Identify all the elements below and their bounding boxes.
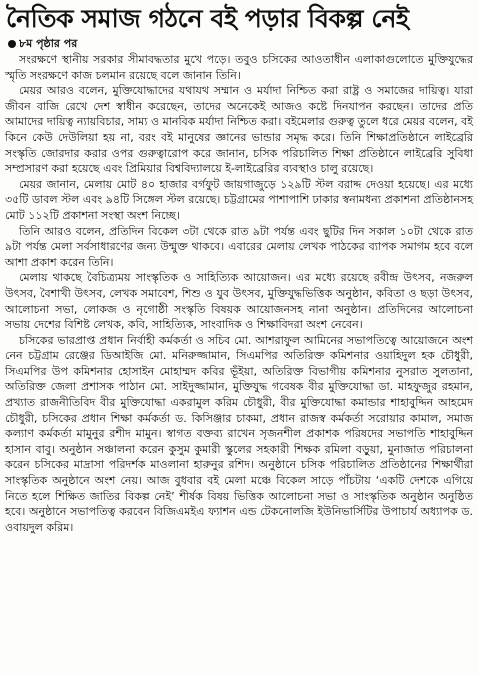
headline: নৈতিক সমাজ গঠনে বই পড়ার বিকল্প নেই xyxy=(6,4,409,33)
continued-from-label: ৮ম পৃষ্ঠার পর xyxy=(19,37,78,50)
article-body xyxy=(0,52,478,535)
paragraph: মেয়র আরও বলেন, মুক্তিযোদ্ধাদের যথাযথ সম্মান ও মর্যাদা নিশ্চিত করা রাষ্ট্র ও সমাজের দায়িত্ব। যারা জীবন বাজি রেখে দেশ স্বাধীন করেছেন, তাদের অনেকেই আজও কষ্টে দিনযাপন করছেন। তাদের প্রতি আমাদের দায়িত্ব ন্যায়বিচার, সাম্য ও মানবিক মর্যাদা নিশ্চিত করা। বইমেলার গুরুত্ব তুলে ধরে মেয়র বলেন, বই কিনে কেউ দেউলিয়া হয় না, বরং বই মানুষের জ্ঞানের ভান্ডার সমৃদ্ধ করে। তিনি শিক্ষাপ্রতিষ্ঠানে লাইব্রেরি সংস্কৃতি জোরদার করার ওপর গুরুত্বারোপ করে জানান, চসিক পরিচালিত শিক্ষা প্রতিষ্ঠানে লাইব্রেরি সুবিধা সম্প্রসারণ করা হয়েছে এবং প্রিমিয়ার বিশ্ববিদ্যালয়ে ই-লাইব্রেরির ব্যবস্থাও চালু রয়েছে। xyxy=(5,84,473,176)
bullet-icon xyxy=(8,40,16,48)
paragraph: সংরক্ষণে স্থানীয় সরকার সীমাবদ্ধতার মুখে পড়ে। তবুও চসিকের আওতাধীন এলাকাগুলোতে মুক্তিযুদ্ধের স্মৃতি সংরক্ষণে কাজ চলমান রয়েছে বলে জানান তিনি। xyxy=(5,53,473,82)
continued-from xyxy=(0,36,478,52)
paragraph: তিনি আরও বলেন, প্রতিদিন বিকেল ৩টা থেকে রাত ৯টা পর্যন্ত এবং ছুটির দিন সকাল ১০টা থেকে রাত ৯টা পর্যন্ত মেলা সর্বসাধারণের জন্য উন্মুক্ত থাকবে। এবারের মেলায় লেখক পাঠকের ব্যাপক সমাগম হবে বলে আশা প্রকাশ করেন তিনি। xyxy=(5,224,473,269)
paragraph: মেয়র জানান, মেলায় মোট ৪০ হাজার বর্গফুট জায়গাজুড়ে ১২৯টি স্টল বরাদ্দ দেওয়া হয়েছে। এর মধ্যে ৩৫টি ডাবল স্টল এবং ৯৪টি সিঙ্গেল স্টল রয়েছে। চট্টগ্রামের পাশাপাশি ঢাকার স্বনামধন্য প্রকাশনা প্রতিষ্ঠানসহ মোট ১১২টি প্রকাশনা সংস্থা অংশ নিচ্ছে। xyxy=(5,177,473,222)
paragraph: চসিকের ভারপ্রাপ্ত প্রধান নির্বাহী কর্মকর্তা ও সচিব মো. আশরাফুল আমিনের সভাপতিত্বে আয়োজনে অংশ নেন চট্টগ্রাম রেঞ্জের ডিআইজি মো. মনিরুজ্জামান, সিএমপির অতিরিক্ত কমিশনার ওয়াহিদুল হক চৌধুরী, সিএমপির উপ কমিশনার হোসাইন মোহাম্মদ কবির ভূঁইয়া, অতিরিক্ত বিভাগীয় কমিশনার নুসরাত সুলতানা, অতিরিক্ত জেলা প্রশাসক পাঠান মো. সাইদুজ্জামান, মুক্তিযুদ্ধ গবেষক বীর মুক্তিযোদ্ধা ডা. মাহফুজুর রহমান, প্রখ্যাত রাজনীতিবিদ বীর মুক্তিযোদ্ধা একরামুল করিম চৌধুরী, বীর মুক্তিযোদ্ধা কমান্ডার শাহাবুদ্দিন আহমেদ চৌধুরী, চসিকের প্রধান শিক্ষা কর্মকর্তা ড. কিসিঞ্জার চাকমা, প্রধান রাজস্ব কর্মকর্তা সরোয়ার কামাল, সমাজ কল্যাণ কর্মকর্তা মামুনুর রশীদ মামুন। স্বাগত বক্তব্য রাখেন সৃজনশীল প্রকাশক পরিষদের সভাপতি শাহাবুদ্দিন হাসান বাবু। অনুষ্ঠান সঞ্চালনা করেন কুসুম কুমারী স্কুলের সহকারী শিক্ষক রমিলা বড়ুয়া, মুনাজাত পরিচালনা করেন চসিকের মাদ্রাসা পরিদর্শক মাওলানা হারুনুর রশিদ। অনুষ্ঠানে চসিক পরিচালিত প্রতিষ্ঠানের শিক্ষার্থীরা সাংস্কৃতিক অনুষ্ঠানে অংশ নেয়। আজ বুধবার বই মেলা মঞ্চে বিকেল সাড়ে পাঁচটায় ‘একটি দেশকে এগিয়ে নিতে হলে শিক্ষিত জাতির বিকল্প নেই’ শীর্ষক বিষয় ভিত্তিক আলোচনা সভা ও সাংস্কৃতিক অনুষ্ঠান অনুষ্ঠিত হবে। অনুষ্ঠানে সভাপতিত্ব করবেন বিজিএমইএ ফ্যাশন এন্ড টেকনোলজি ইউনিভার্সিটির উপাচার্য অধ্যাপক ড. ওবায়দুল করিম। xyxy=(5,333,473,534)
paragraph: মেলায় থাকছে বৈচিত্র্যময় সাংস্কৃতিক ও সাহিত্যিক আয়োজন। এর মধ্যে রয়েছে রবীন্দ্র উৎসব, নজরুল উৎসব, বৈশাখী উৎসব, লেখক সমাবেশ, শিশু ও যুব উৎসব, মুক্তিযুদ্ধভিত্তিক অনুষ্ঠান, কবিতা ও ছড়া উৎসব, আলোচনা সভা, লোকজ ও নৃগোষ্ঠী সংস্কৃতি বিষয়ক আয়োজনসহ নানা অনুষ্ঠান। প্রতিদিনের আলোচনা সভায় দেশের বিশিষ্ট লেখক, কবি, সাহিত্যিক, সাংবাদিক ও শিক্ষাবিদরা অংশ নেবেন। xyxy=(5,271,473,332)
